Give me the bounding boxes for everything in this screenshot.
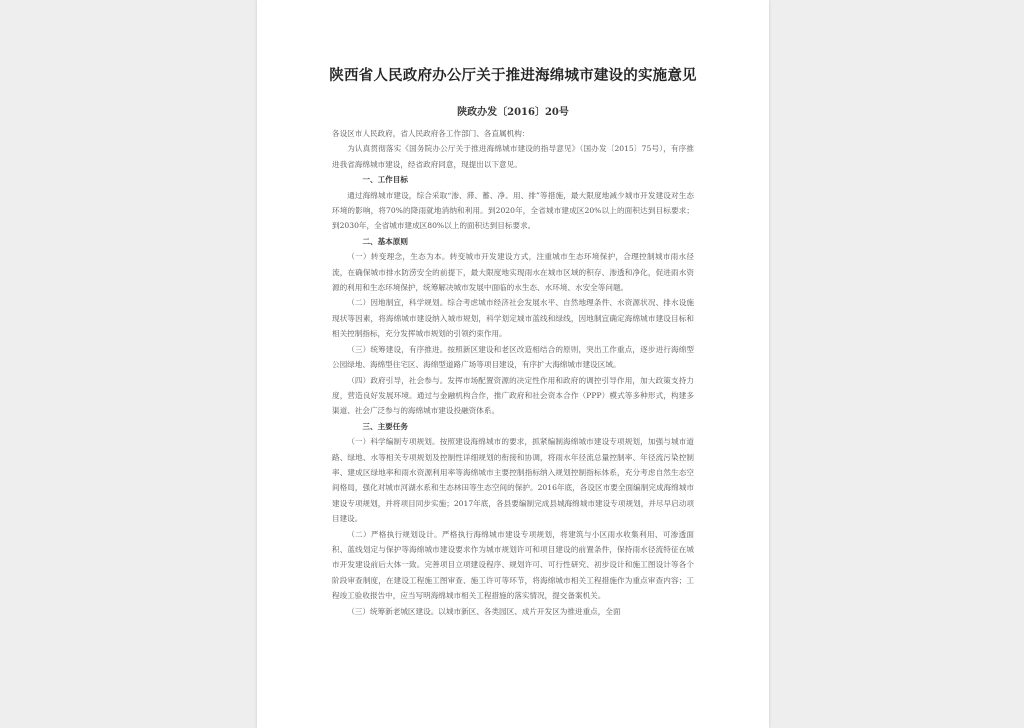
salutation: 各设区市人民政府，省人民政府各工作部门、各直属机构：: [332, 129, 530, 138]
paragraph: （一）转变理念，生态为本。转变城市开发建设方式，注重城市生态环境保护，合理控制城市雨水径流，在确保城市排水防涝安全的前提下，最大限度地实现雨水在城市区域的积存、渗透和净化，促进雨水资源的利用和生态环境保护，统筹解决城市发展中面临的水生态、水环境、水安全等问题。: [332, 252, 694, 293]
paragraph: （二）因地制宜，科学规划。综合考虑城市经济社会发展水平、自然地理条件、水资源状况、排水设施现状等因素，将海绵城市建设纳入城市规划，科学划定城市蓝线和绿线，因地制宜确定海绵城市建设目标和相关控制指标，充分发挥城市规划的引领约束作用。: [332, 298, 694, 339]
section-heading: 二、基本原则: [362, 236, 408, 246]
paragraph: 通过海绵城市建设，综合采取“渗、滞、蓄、净、用、排”等措施，最大限度地减少城市开发建设对生态环境的影响，将70%的降雨就地消纳和利用。到2020年，全省城市建成区20%以上的面积达到目标要求；到2030年，全省城市建成区80%以上的面积达到目标要求。: [332, 190, 694, 231]
document-number: 陕政办发〔2016〕20号: [457, 107, 569, 118]
section-heading: 一、工作目标: [362, 175, 408, 185]
paragraph: （三）统筹新老城区建设。以城市新区、各类园区、成片开发区为推进重点，全面: [347, 606, 621, 616]
section-heading: 三、主要任务: [362, 421, 408, 431]
paragraph: （二）严格执行规划设计。严格执行海绵城市建设专项规划，将建筑与小区雨水收集利用、可渗透面积、蓝线划定与保护等海绵城市建设要求作为城市规划许可和项目建设的前置条件，保持雨水径流特征在城市开发建设前后大体一致。完善项目立项建设程序、规划许可、可行性研究、初步设计和施工图设计等各个阶段审查制度，在建设工程施工图审查、施工许可等环节，将海绵城市相关工程措施作为重点审查内容；工程竣工验收报告中，应当写明海绵城市相关工程措施的落实情况，提交备案机关。: [332, 529, 694, 601]
paragraph: 为认真贯彻落实《国务院办公厅关于推进海绵城市建设的指导意见》（国办发〔2015〕75号），有序推进我省海绵城市建设，经省政府同意，现提出以下意见。: [332, 144, 694, 169]
paragraph: （四）政府引导，社会参与。发挥市场配置资源的决定性作用和政府的调控引导作用，加大政策支持力度，营造良好发展环境。通过与金融机构合作，推广政府和社会资本合作（PPP）模式等多种形式，构建多渠道、社会广泛参与的海绵城市建设投融资体系。: [332, 375, 694, 416]
document-title: 陕西省人民政府办公厅关于推进海绵城市建设的实施意见: [329, 67, 697, 84]
document-page: [257, 0, 769, 728]
paragraph-list: [332, 141, 694, 619]
paragraph: （一）科学编制专项规划。按照建设海绵城市的要求，抓紧编制海绵城市建设专项规划，加强与城市道路、绿地、水等相关专项规划及控制性详细规划的衔接和协调，将雨水年径流总量控制率、年径流污染控制率、建成区绿地率和雨水资源利用率等海绵城市主要控制指标纳入规划控制指标体系，充分考虑自然生态空间格局，强化对城市河湖水系和生态林田等生态空间的保护。2016年底，各设区市要全面编制完成海绵城市建设专项规划，并将项目同步实施；2017年底，各县要编制完成县城海绵城市建设专项规划，并尽早启动项目建设。: [332, 437, 694, 524]
document-body: [332, 126, 694, 619]
paragraph: （三）统筹建设，有序推进。按照新区建设和老区改造相结合的原则，突出工作重点，逐步进行海绵型公园绿地、海绵型住宅区、海绵型道路广场等项目建设，有序扩大海绵城市建设区域。: [332, 344, 694, 370]
